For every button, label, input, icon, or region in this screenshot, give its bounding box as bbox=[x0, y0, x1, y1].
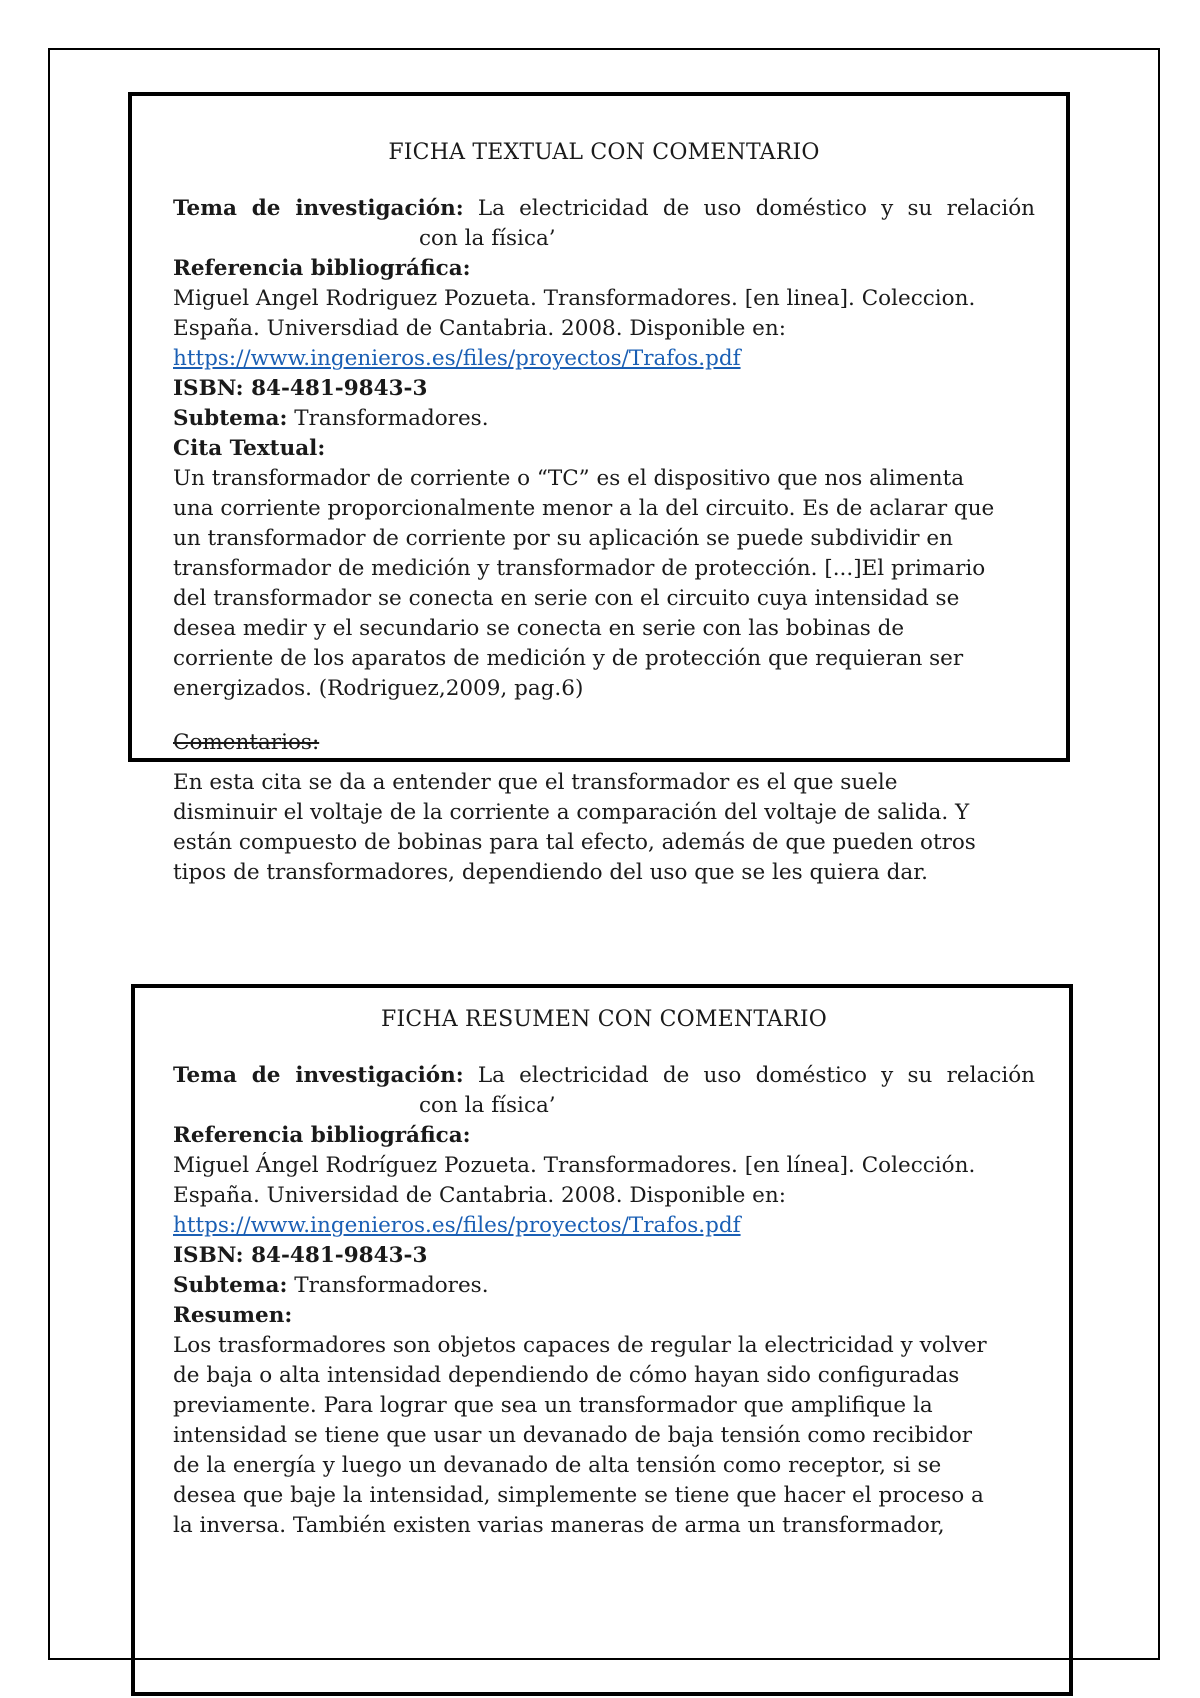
tema-value-cont: con la física’ bbox=[419, 1093, 556, 1118]
cita-line: energizados. (Rodriguez,2009, pag.6) bbox=[173, 676, 584, 701]
tema-label: Tema de investigación: bbox=[173, 196, 464, 221]
resumen-text bbox=[173, 1331, 1035, 1541]
cita-line: desea medir y el secundario se conecta en serie con las bobinas de bbox=[173, 616, 905, 641]
referencia-line-1: Miguel Ángel Rodríguez Pozueta. Transformadores. [en línea]. Colección. bbox=[173, 1153, 976, 1178]
resumen-line: de la energía y luego un devanado de alta tensión como receptor, si se bbox=[173, 1453, 942, 1478]
subtema-line bbox=[173, 404, 1035, 434]
subtema-value: Transformadores. bbox=[294, 1273, 489, 1298]
isbn: ISBN: 84-481-9843-3 bbox=[173, 376, 428, 401]
cita-label: Cita Textual: bbox=[173, 436, 326, 461]
subtema-label: Subtema: bbox=[173, 406, 288, 431]
subtema-label: Subtema: bbox=[173, 1273, 288, 1298]
comentario-text bbox=[173, 768, 1035, 888]
resumen-line: de baja o alta intensidad dependiendo de cómo hayan sido configuradas bbox=[173, 1363, 960, 1388]
cita-line: una corriente proporcionalmente menor a la del circuito. Es de aclarar que bbox=[173, 496, 995, 521]
referencia-line-1: Miguel Angel Rodriguez Pozueta. Transformadores. [en linea]. Coleccion. bbox=[173, 286, 976, 311]
ficha-textual-card bbox=[173, 138, 1035, 888]
resumen-line: intensidad se tiene que usar un devanado de baja tensión como recibidor bbox=[173, 1423, 973, 1448]
tema-value-cont: con la física’ bbox=[419, 226, 556, 251]
cita-line: un transformador de corriente por su aplicación se puede subdividir en bbox=[173, 526, 953, 551]
subtema-value: Transformadores. bbox=[294, 406, 489, 431]
resumen-label: Resumen: bbox=[173, 1303, 293, 1328]
resumen-line: desea que baje la intensidad, simplemente se tiene que hacer el proceso a bbox=[173, 1483, 984, 1508]
tema-value: La electricidad de uso doméstico y su relación bbox=[477, 196, 1035, 221]
tema-label: Tema de investigación: bbox=[173, 1063, 464, 1088]
resumen-line: Los trasformadores son objetos capaces de regular la electricidad y volver bbox=[173, 1333, 987, 1358]
tema-line bbox=[173, 194, 1035, 224]
referencia-line-2: España. Universidad de Cantabria. 2008. Disponible en: bbox=[173, 1183, 786, 1208]
referencia-label: Referencia bibliográfica: bbox=[173, 256, 471, 281]
comentario-line: tipos de transformadores, dependiendo del uso que se les quiera dar. bbox=[173, 860, 928, 885]
cita-line: Un transformador de corriente o “TC” es el dispositivo que nos alimenta bbox=[173, 466, 965, 491]
resumen-line: la inversa. También existen varias maneras de arma un transformador, bbox=[173, 1513, 945, 1538]
subtema-line bbox=[173, 1271, 1035, 1301]
cita-line: corriente de los aparatos de medición y de protección que requieran ser bbox=[173, 646, 964, 671]
card-title: FICHA RESUMEN CON COMENTARIO bbox=[381, 1007, 827, 1032]
comentarios-label: Comentarios: bbox=[173, 730, 320, 755]
cita-line: del transformador se conecta en serie con el circuito cuya intensidad se bbox=[173, 586, 960, 611]
ficha-resumen-card bbox=[173, 1003, 1035, 1541]
isbn: ISBN: 84-481-9843-3 bbox=[173, 1243, 428, 1268]
cita-text bbox=[173, 464, 1035, 704]
card-title: FICHA TEXTUAL CON COMENTARIO bbox=[388, 140, 820, 165]
comentario-line: están compuesto de bobinas para tal efecto, además de que pueden otros bbox=[173, 830, 976, 855]
source-link[interactable]: https://www.ingenieros.es/files/proyectos/Trafos.pdf bbox=[173, 1213, 741, 1238]
tema-line bbox=[173, 1061, 1035, 1091]
referencia-label: Referencia bibliográfica: bbox=[173, 1123, 471, 1148]
cita-line: transformador de medición y transformador de protección. [...]El primario bbox=[173, 556, 986, 581]
comentario-line: disminuir el voltaje de la corriente a comparación del voltaje de salida. Y bbox=[173, 800, 970, 825]
tema-value: La electricidad de uso doméstico y su relación bbox=[477, 1063, 1035, 1088]
referencia-line-2: España. Universdiad de Cantabria. 2008. Disponible en: bbox=[173, 316, 786, 341]
comentario-line: En esta cita se da a entender que el transformador es el que suele bbox=[173, 770, 898, 795]
source-link[interactable]: https://www.ingenieros.es/files/proyectos/Trafos.pdf bbox=[173, 346, 741, 371]
resumen-line: previamente. Para lograr que sea un transformador que amplifique la bbox=[173, 1393, 933, 1418]
